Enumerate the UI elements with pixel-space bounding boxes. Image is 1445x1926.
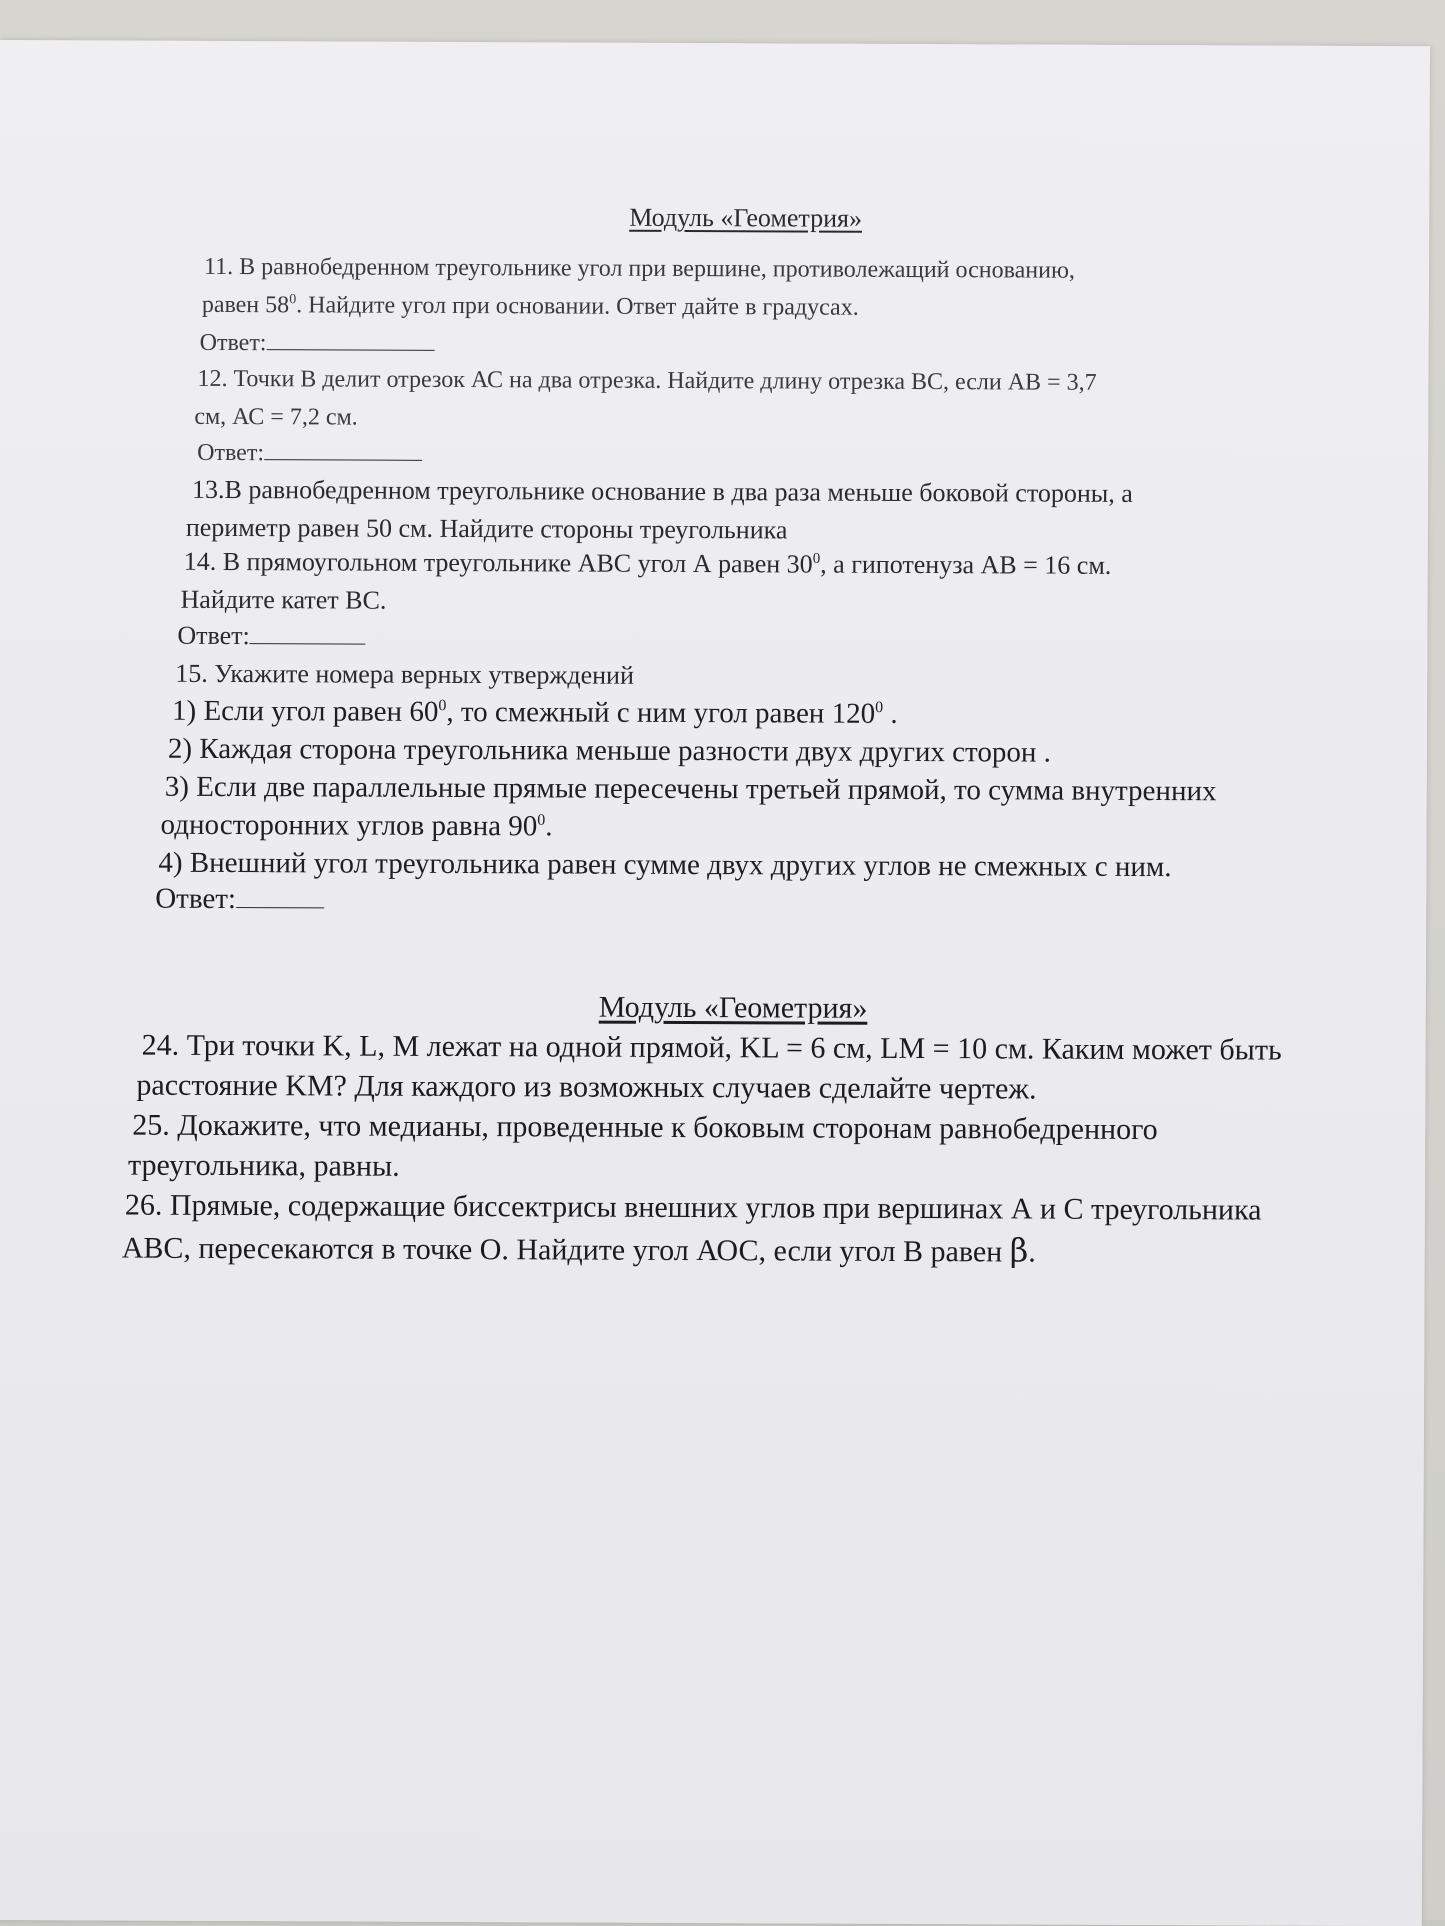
- q11-line1: 11. В равнобедренном треугольнике угол при вершине, противолежащий основанию,: [203, 253, 1075, 284]
- q12-line2: см, АС = 7,2 см.: [194, 403, 358, 431]
- q12-answer: Ответ:: [197, 441, 422, 466]
- q13-line1: 13.В равнобедренном треугольнике основание в два раза меньше боковой стороны, а: [191, 474, 1133, 508]
- q15-answer: Ответ:: [155, 885, 324, 915]
- q25-line2: треугольника, равны.: [128, 1148, 400, 1183]
- q14-line1: 14. В прямоугольном треугольнике АВС угол А равен $30^0$, а гипотенуза АВ = 16 см.: [183, 546, 1112, 580]
- module2-title: Модуль «Геометрия»: [598, 990, 868, 1025]
- q25-line1: 25. Докажите, что медианы, проведенные к боковым сторонам равнобедренного: [132, 1108, 1158, 1147]
- beta-symbol: β: [1009, 1231, 1029, 1270]
- q11-line2: равен $58^0$. Найдите угол при основании. Ответ дайте в градусах.: [201, 291, 859, 321]
- q15-line1: 15. Укажите номера верных утверждений: [175, 658, 634, 690]
- q13-line2: периметр равен 50 см. Найдите стороны треугольника: [185, 512, 788, 545]
- q24-line2: расстояние KM? Для каждого из возможных случаев сделайте чертеж.: [136, 1068, 1037, 1106]
- q11-answer: Ответ:: [200, 331, 435, 356]
- q15-statement-3-line2: односторонних углов равна $90^0$.: [160, 808, 553, 843]
- q14-answer: Ответ:: [177, 623, 366, 650]
- q15-statement-4: 4) Внешний угол треугольника равен сумме двух других углов не смежных с ним.: [158, 846, 1172, 884]
- q11-answer-blank[interactable]: [266, 348, 434, 351]
- q26-line1: 26. Прямые, содержащие биссектрисы внешних углов при вершинах А и С треугольника: [124, 1188, 1262, 1227]
- q12-answer-blank[interactable]: [264, 458, 422, 461]
- q12-line1: 12. Точки В делит отрезок АС на два отрезка. Найдите длину отрезка ВС, если АВ = 3,7: [197, 365, 1097, 396]
- q15-statement-2: 2) Каждая сторона треугольника меньше разности двух других сторон .: [167, 732, 1051, 769]
- q14-line2: Найдите катет ВС.: [180, 584, 387, 615]
- q15-answer-blank[interactable]: [236, 906, 324, 908]
- module1-title: Модуль «Геометрия»: [629, 202, 863, 233]
- q14-answer-blank[interactable]: [250, 642, 366, 645]
- q26-line2: АВС, пересекаются в точке О. Найдите угол АОС, если угол В равен β.: [121, 1231, 1036, 1270]
- q15-statement-3-line1: 3) Если две параллельные прямые пересечены третьей прямой, то сумма внутренних: [164, 770, 1217, 808]
- q15-statement-1: 1) Если угол равен $60^0$, то смежный с ним угол равен $120^0$ .: [172, 694, 898, 730]
- q24-line1: 24. Три точки K, L, M лежат на одной прямой, KL = 6 см, LM = 10 см. Каким может быть: [141, 1028, 1282, 1067]
- paper-sheet: [0, 40, 1430, 1926]
